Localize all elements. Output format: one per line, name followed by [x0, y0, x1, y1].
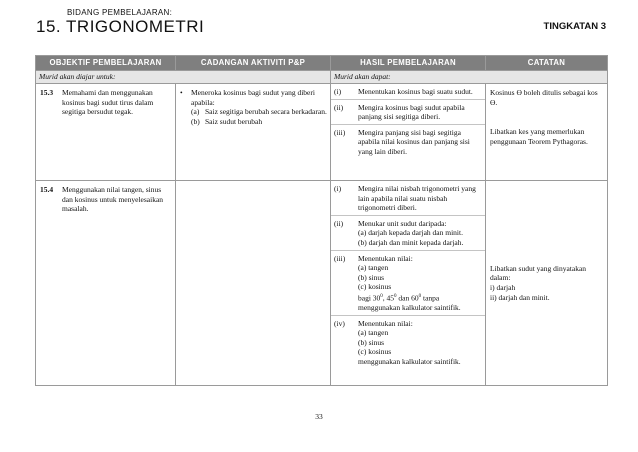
list-item: (a) Saiz segitiga berubah secara berkadaran. [191, 107, 327, 117]
page-number: 33 [315, 412, 323, 421]
activity-cell [176, 84, 331, 181]
table-row [36, 181, 608, 386]
note-text: Kosinus Ө boleh ditulis sebagai kos Ө. [490, 88, 598, 107]
activity-cell [176, 181, 331, 386]
note-cell [486, 181, 608, 386]
syllabus-table [35, 55, 608, 386]
col-header-notes: CATATAN [486, 56, 608, 71]
outcome-item: (ii) Menukar unit sudut daripada: (a) darjah kepada darjah dan minit. (b) darjah dan minit kepada darjah. [331, 216, 485, 251]
form-level: TINGKATAN 3 [543, 21, 606, 32]
sub-header-able: Murid akan dapat: [331, 71, 608, 84]
table-row [36, 84, 608, 181]
outcome-item: (ii) Mengira kosinus bagi sudut apabila panjang sisi segitiga diberi. [331, 100, 485, 125]
page-title: 15. TRIGONOMETRI [36, 17, 205, 36]
col-header-outcomes: HASIL PEMBELAJARAN [331, 56, 486, 71]
outcome-item: (i) Menentukan kosinus bagi suatu sudut. [331, 84, 485, 100]
subject-area-label: BIDANG PEMBELAJARAN: [67, 8, 173, 17]
objective-number: 15.3 [40, 88, 54, 97]
objective-text: Memahami dan menggunakan kosinus bagi sudut tirus dalam segitiga bersudut tegak. [62, 88, 154, 117]
objective-cell [36, 181, 176, 386]
outcome-cell [331, 181, 486, 386]
outcome-item: (iii) Menentukan nilai: (a) tangen (b) sinus (c) kosinus bagi $30^0$, $45^0$ dan $60^0$ tanpa menggunakan kalkulator saintifik. [331, 251, 485, 316]
col-header-activities: CADANGAN AKTIVITI P&P [176, 56, 331, 71]
note-text: Libatkan sudut yang dinyatakan dalam: [490, 263, 587, 283]
bullet-icon: • [180, 88, 183, 97]
objective-number: 15.4 [40, 185, 54, 194]
note-item: i) darjah [490, 283, 516, 292]
sub-header-taught: Murid akan diajar untuk: [36, 71, 331, 84]
outcome-item: (i) Mengira nilai nisbah trigonometri yang lain apabila nilai suatu nisbah trigonometri diberi. [331, 181, 485, 216]
outcome-cell [331, 84, 486, 181]
list-item: (b) Saiz sudut berubah [191, 116, 263, 126]
note-cell [486, 84, 608, 181]
note-text: Libatkan kes yang memerlukan penggunaan Teorem Pythagoras. [490, 127, 588, 146]
note-item: ii) darjah dan minit. [490, 292, 550, 302]
activity-text: Meneroka kosinus bagi sudut yang diberi apabila: [191, 88, 315, 107]
outcome-item: (iv) Menentukan nilai: (a) tangen (b) sinus (c) kosinus menggunakan kalkulator saintifik. [334, 318, 461, 366]
objective-text: Menggunakan nilai tangen, sinus dan kosinus untuk menyelesaikan masalah. [62, 185, 164, 214]
outcome-item: (iii) Mengira panjang sisi bagi segitiga apabila nilai kosinus dan panjang sisi yang lain diberi. [334, 127, 470, 156]
objective-cell [36, 84, 176, 181]
col-header-objectives: OBJEKTIF PEMBELAJARAN [36, 56, 176, 71]
